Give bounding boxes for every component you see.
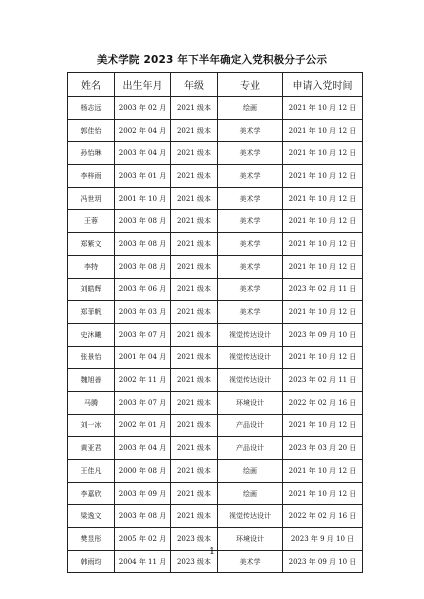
table-row xyxy=(68,301,363,324)
cell-application-date: 2021 年 10 月 12 日 xyxy=(283,346,363,369)
cell-grade: 2023 级本 xyxy=(171,550,218,573)
cell-major: 视觉传达设计 xyxy=(218,505,283,528)
table-row xyxy=(68,233,363,256)
cell-grade: 2021 级本 xyxy=(171,505,218,528)
header-major: 专业 xyxy=(218,73,283,97)
cell-grade: 2021 级本 xyxy=(171,391,218,414)
document-title: 美术学院 2023 年下半年确定入党积极分子公示 xyxy=(96,54,328,66)
cell-major: 美术学 xyxy=(218,550,283,573)
cell-application-date: 2021 年 10 月 12 日 xyxy=(283,165,363,188)
table-row xyxy=(68,278,363,301)
cell-application-date: 2021 年 10 月 12 日 xyxy=(283,97,363,120)
cell-name: 郑菲帆 xyxy=(68,301,115,324)
cell-birth-date: 2003 年 06 月 xyxy=(115,278,171,301)
cell-birth-date: 2003 年 02 月 xyxy=(115,97,171,120)
cell-birth-date: 2003 年 08 月 xyxy=(115,255,171,278)
cell-grade: 2021 级本 xyxy=(171,437,218,460)
table-row xyxy=(68,391,363,414)
cell-name: 李梓雨 xyxy=(68,165,115,188)
cell-application-date: 2021 年 10 月 12 日 xyxy=(283,460,363,483)
table-row xyxy=(68,210,363,233)
page-number: 1 xyxy=(209,547,215,557)
cell-grade: 2021 级本 xyxy=(171,346,218,369)
cell-application-date: 2021 年 10 月 12 日 xyxy=(283,233,363,256)
cell-birth-date: 2003 年 08 月 xyxy=(115,233,171,256)
cell-application-date: 2022 年 02 月 16 日 xyxy=(283,391,363,414)
cell-application-date: 2023 年 02 月 11 日 xyxy=(283,369,363,392)
cell-grade: 2021 级本 xyxy=(171,369,218,392)
cell-name: 李特 xyxy=(68,255,115,278)
table-row xyxy=(68,460,363,483)
applicant-table xyxy=(67,72,363,573)
cell-grade: 2021 级本 xyxy=(171,414,218,437)
cell-major: 绘画 xyxy=(218,460,283,483)
cell-application-date: 2021 年 10 月 12 日 xyxy=(283,119,363,142)
cell-birth-date: 2004 年 11 月 xyxy=(115,550,171,573)
cell-birth-date: 2003 年 04 月 xyxy=(115,142,171,165)
cell-birth-date: 2003 年 07 月 xyxy=(115,391,171,414)
cell-birth-date: 2003 年 07 月 xyxy=(115,323,171,346)
cell-name: 郑紫文 xyxy=(68,233,115,256)
header-application-date: 申请入党时间 xyxy=(283,73,363,97)
table-row xyxy=(68,187,363,210)
cell-grade: 2021 级本 xyxy=(171,301,218,324)
cell-major: 视觉传达设计 xyxy=(218,323,283,346)
cell-major: 美术学 xyxy=(218,165,283,188)
cell-major: 环境设计 xyxy=(218,391,283,414)
table-header-row xyxy=(68,73,363,97)
cell-application-date: 2023 年 03 月 20 日 xyxy=(283,437,363,460)
cell-major: 绘画 xyxy=(218,482,283,505)
cell-name: 郭佳怡 xyxy=(68,119,115,142)
cell-grade: 2021 级本 xyxy=(171,278,218,301)
cell-grade: 2023 级本 xyxy=(171,528,218,551)
cell-birth-date: 2003 年 01 月 xyxy=(115,165,171,188)
cell-application-date: 2021 年 10 月 12 日 xyxy=(283,414,363,437)
cell-application-date: 2021 年 10 月 12 日 xyxy=(283,301,363,324)
table-row xyxy=(68,346,363,369)
cell-birth-date: 2005 年 02 月 xyxy=(115,528,171,551)
cell-grade: 2021 级本 xyxy=(171,233,218,256)
header-grade: 年级 xyxy=(171,73,218,97)
cell-birth-date: 2003 年 03 月 xyxy=(115,301,171,324)
cell-application-date: 2021 年 10 月 12 日 xyxy=(283,482,363,505)
cell-application-date: 2023 年 9 月 10 日 xyxy=(283,528,363,551)
cell-birth-date: 2003 年 08 月 xyxy=(115,210,171,233)
cell-birth-date: 2000 年 08 月 xyxy=(115,460,171,483)
cell-grade: 2021 级本 xyxy=(171,187,218,210)
cell-major: 美术学 xyxy=(218,301,283,324)
cell-grade: 2021 级本 xyxy=(171,97,218,120)
cell-application-date: 2021 年 10 月 12 日 xyxy=(283,142,363,165)
cell-grade: 2021 级本 xyxy=(171,255,218,278)
cell-grade: 2021 级本 xyxy=(171,119,218,142)
cell-birth-date: 2002 年 04 月 xyxy=(115,119,171,142)
cell-major: 绘画 xyxy=(218,97,283,120)
table-body xyxy=(68,97,363,573)
cell-major: 美术学 xyxy=(218,142,283,165)
cell-name: 黄亚君 xyxy=(68,437,115,460)
cell-name: 王佳凡 xyxy=(68,460,115,483)
table-row xyxy=(68,119,363,142)
cell-grade: 2021 级本 xyxy=(171,165,218,188)
cell-name: 李嘉欣 xyxy=(68,482,115,505)
cell-major: 环境设计 xyxy=(218,528,283,551)
cell-grade: 2021 级本 xyxy=(171,142,218,165)
table-row xyxy=(68,437,363,460)
cell-grade: 2021 级本 xyxy=(171,482,218,505)
cell-major: 产品设计 xyxy=(218,414,283,437)
cell-birth-date: 2001 年 04 月 xyxy=(115,346,171,369)
cell-application-date: 2023 年 02 月 11 日 xyxy=(283,278,363,301)
cell-grade: 2021 级本 xyxy=(171,210,218,233)
cell-major: 视觉传达设计 xyxy=(218,369,283,392)
header-name: 姓名 xyxy=(68,73,115,97)
cell-grade: 2021 级本 xyxy=(171,323,218,346)
cell-birth-date: 2003 年 09 月 xyxy=(115,482,171,505)
table-row xyxy=(68,255,363,278)
cell-major: 视觉传达设计 xyxy=(218,346,283,369)
table-row xyxy=(68,369,363,392)
table-row xyxy=(68,323,363,346)
cell-name: 刘一冰 xyxy=(68,414,115,437)
cell-name: 刘皓辉 xyxy=(68,278,115,301)
cell-application-date: 2021 年 10 月 12 日 xyxy=(283,255,363,278)
table-row xyxy=(68,165,363,188)
cell-major: 美术学 xyxy=(218,233,283,256)
cell-birth-date: 2003 年 04 月 xyxy=(115,437,171,460)
cell-name: 樊昱彤 xyxy=(68,528,115,551)
cell-application-date: 2022 年 02 月 16 日 xyxy=(283,505,363,528)
cell-birth-date: 2003 年 08 月 xyxy=(115,505,171,528)
cell-major: 美术学 xyxy=(218,119,283,142)
cell-application-date: 2023 年 09 月 10 日 xyxy=(283,550,363,573)
cell-name: 杨志远 xyxy=(68,97,115,120)
table-row xyxy=(68,97,363,120)
cell-major: 美术学 xyxy=(218,210,283,233)
cell-name: 梁逸文 xyxy=(68,505,115,528)
cell-application-date: 2023 年 09 月 10 日 xyxy=(283,323,363,346)
cell-birth-date: 2001 年 10 月 xyxy=(115,187,171,210)
cell-birth-date: 2002 年 01 月 xyxy=(115,414,171,437)
cell-major: 美术学 xyxy=(218,278,283,301)
cell-name: 马腾 xyxy=(68,391,115,414)
cell-grade: 2021 级本 xyxy=(171,460,218,483)
cell-name: 韩雨均 xyxy=(68,550,115,573)
cell-name: 魏旭善 xyxy=(68,369,115,392)
table-row xyxy=(68,482,363,505)
cell-name: 王蓉 xyxy=(68,210,115,233)
table-row xyxy=(68,414,363,437)
header-birth-date: 出生年月 xyxy=(115,73,171,97)
cell-major: 美术学 xyxy=(218,187,283,210)
table-row xyxy=(68,505,363,528)
cell-name: 孙怡琳 xyxy=(68,142,115,165)
cell-major: 产品设计 xyxy=(218,437,283,460)
cell-birth-date: 2002 年 11 月 xyxy=(115,369,171,392)
cell-name: 张景怡 xyxy=(68,346,115,369)
cell-application-date: 2021 年 10 月 12 日 xyxy=(283,187,363,210)
cell-name: 冯世玥 xyxy=(68,187,115,210)
cell-application-date: 2021 年 10 月 12 日 xyxy=(283,210,363,233)
cell-name: 史沐曦 xyxy=(68,323,115,346)
table-row xyxy=(68,142,363,165)
cell-major: 美术学 xyxy=(218,255,283,278)
